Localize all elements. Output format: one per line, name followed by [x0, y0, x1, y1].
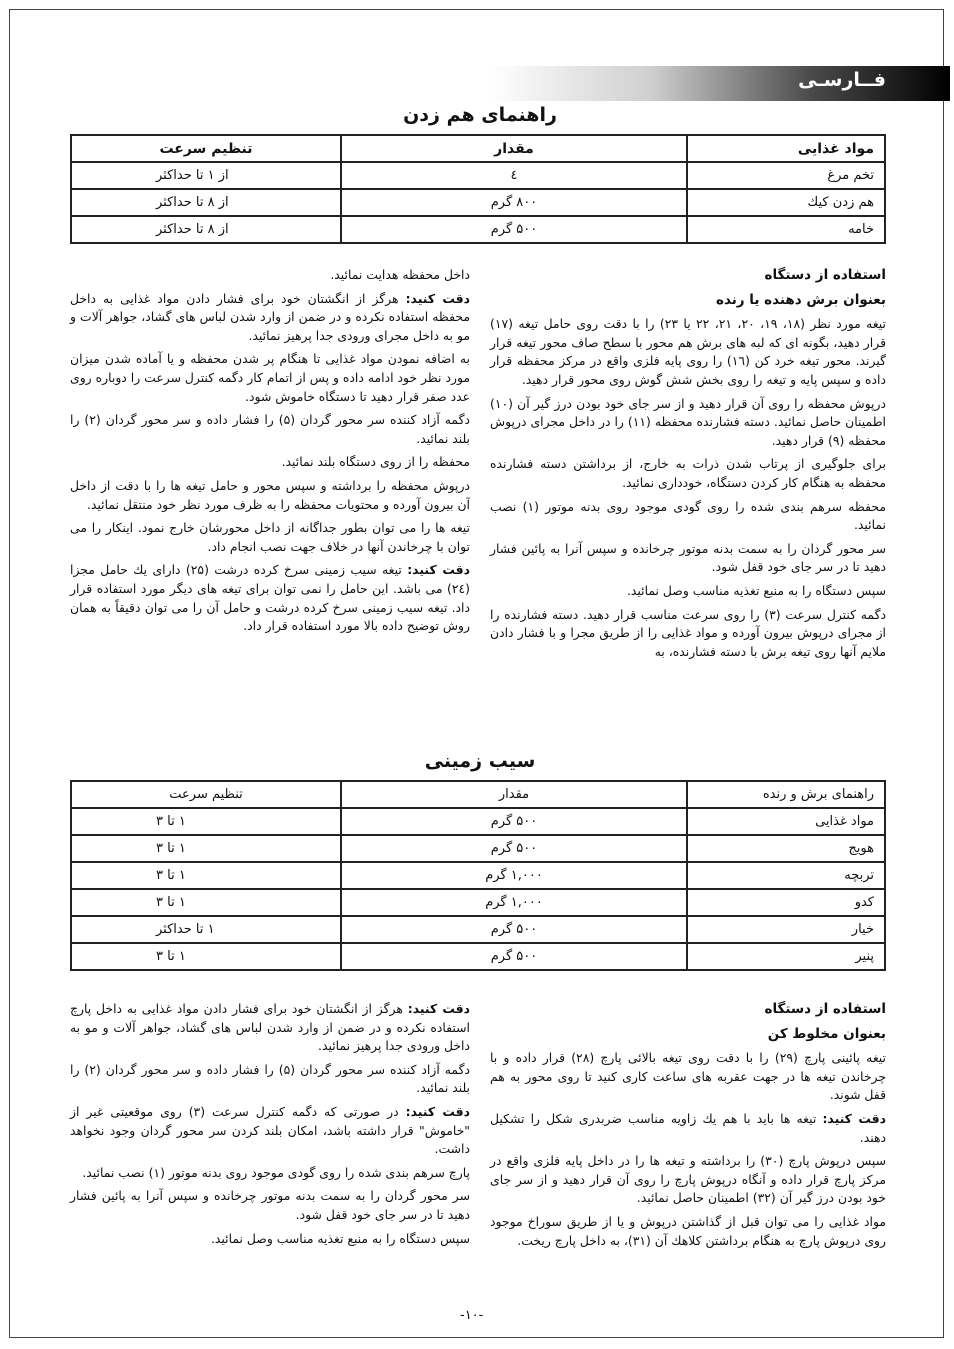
column-header: مواد غذایی	[687, 135, 885, 162]
table-cell: پنیر	[687, 943, 885, 970]
section2-left-column	[70, 1000, 470, 1253]
table-cell: كدو	[687, 889, 885, 916]
mixing-guide-table	[70, 134, 886, 244]
column-header: مقدار	[341, 135, 687, 162]
section2-right-column	[490, 1000, 886, 1255]
table-cell: ١ تا ٣	[71, 889, 341, 916]
paragraph: سپس درپوش پارچ (۳۰) را برداشته و تیغه ها را در داخل پایه فلزی واقع در مركز پارچ قرار داده و آنگاه درپوش پارچ را روی آن قرار دهید و از سر جای خود بودن درز گیر آن (۳۲) اطمینان حاصل نمائید.	[490, 1153, 886, 1206]
column-header: مقدار	[341, 781, 687, 808]
section1-right-column	[490, 266, 886, 666]
caution-paragraph	[70, 1000, 470, 1056]
caution-label: دقت كنید:	[405, 1103, 470, 1119]
table-cell: خامه	[687, 216, 885, 243]
caution-label: دقت كنید:	[407, 562, 471, 578]
paragraph: دگمه آزاد كننده سر محور گردان (۵) را فشار داده و سر محور گردان (۲) را بلند نمائید.	[70, 412, 470, 446]
table1-title: راهنمای هم زدن	[403, 104, 557, 126]
table-row	[71, 943, 885, 970]
section1-left-column	[70, 266, 470, 641]
section-subheading: بعنوان مخلوط كن	[767, 1025, 886, 1042]
table-cell: خیار	[687, 916, 885, 943]
table-cell: هویج	[687, 835, 885, 862]
paragraph: پارچ سرهم بندی شده را روی گودی موجود روی بدنه موتور (۱) نصب نمائید.	[82, 1164, 470, 1180]
paragraph: محفظه سرهم بندی شده را روی گودی موجود روی بدنه موتور (۱) نصب نمائید.	[490, 498, 886, 533]
table-cell: از ۸ تا حداكثر	[71, 216, 341, 243]
language-header-bar	[490, 66, 950, 101]
page-number: -۱۰-	[460, 1308, 484, 1323]
table-row	[71, 189, 885, 216]
section-heading: استفاده از دستگاه	[764, 267, 886, 283]
caution-paragraph	[70, 290, 470, 346]
caution-paragraph	[70, 561, 470, 635]
caution-text: تیغه ها باید با هم یك زاویه مناسب ضربدری شكل را تشكیل دهند.	[490, 1110, 886, 1145]
table-cell: ۸۰۰ گرم	[341, 189, 687, 216]
column-header: تنظیم سرعت	[71, 135, 341, 162]
table-cell: ١ تا ٣	[71, 862, 341, 889]
paragraph: سر محور گردان را به سمت بدنه موتور چرخانده و سپس آنرا به پائین فشار دهید تا در سر جای خود قفل شود.	[70, 1188, 470, 1222]
table-cell: ۵۰۰ گرم	[341, 916, 687, 943]
section-subheading: بعنوان برش دهنده یا رنده	[715, 291, 886, 308]
paragraph: برای جلوگیری از پرتاب شدن ذرات به خارج، از برداشتن دسته فشارنده محفظه به هنگام كار كردن دستگاه، خودداری نمائید.	[490, 456, 886, 490]
table-cell: از ۸ تا حداكثر	[71, 189, 341, 216]
paragraph: سپس دستگاه را به منبع تغذیه مناسب وصل نمائید.	[626, 582, 886, 598]
column-header: راهنمای برش و رنده	[687, 781, 885, 808]
caution-label: دقت كنید:	[407, 1001, 470, 1016]
table-cell: ١ تا حداكثر	[71, 916, 341, 943]
table-cell: هم زدن كيك	[687, 189, 885, 216]
paragraph: تیغه مورد نظر (۱۸، ۱۹، ۲۰، ۲۱، ۲۲ یا ۲۳) را با دقت روی حامل تیغه (۱۷) قرار دهید، بگونه ای كه لبه های برش هم محور با سطح صاف محور تیغه قرار گیرند. محور تیغه خرد كن (١٦) را روی پایه فلزی واقع در مركز محفظه قرار داده و سپس پایه و تیغه را روی بخش شش گوش روی محور قرار دهید.	[490, 316, 886, 387]
section-heading: استفاده از دستگاه	[764, 1001, 886, 1017]
table-cell: ۵۰۰ گرم	[341, 216, 687, 243]
paragraph: دگمه كنترل سرعت (۳) را روی سرعت مناسب قرار دهید. دسته فشارنده را از مجرای درپوش بیرون آورده و مواد غذایی را از طریق مجرا و با فشار دادن ملایم آنها روی تیغه برش با دسته فشارنده، به	[490, 606, 886, 659]
table-row	[71, 889, 885, 916]
paragraph: سپس دستگاه را به منبع تغذیه مناسب وصل نمائید.	[210, 1230, 470, 1246]
caution-paragraph	[70, 1103, 470, 1159]
table-cell: ٤	[341, 162, 687, 189]
paragraph: درپوش محفظه را روی آن قرار دهید و از سر جای خود بودن درز گیر آن (۱۰) اطمینان حاصل نمائید. دسته فشارنده محفظه (۱۱) را در داخل مجرای درپوش محفظه (۹) قرار دهید.	[490, 395, 887, 448]
caution-label: دقت كنید:	[822, 1110, 886, 1126]
table-row	[71, 835, 885, 862]
caution-text: هرگز از انگشتان خود برای فشار دادن مواد غذایی به داخل پارچ استفاده نكرده و در ضمن از وارد شدن لباس های گشاد، جواهر آلات و مو به داخل ورودی جدا پرهیز نمائید.	[70, 1001, 470, 1054]
table-cell: ١ تا ٣	[71, 808, 341, 835]
paragraph: به اضافه نمودن مواد غذایی تا هنگام پر شدن محفظه و یا آماده شدن میزان مورد نظر خود ادامه داده و پس از اتمام كار دگمه كنترل سرعت را دوباره روی عدد صفر قرار دهید تا دستگاه خاموش شود.	[70, 351, 470, 404]
table-cell: مواد غذایی	[687, 808, 885, 835]
caution-text: هرگز از انگشتان خود برای فشار دادن مواد غذایی به داخل محفظه استفاده نكرده و در ضمن از وارد شدن لباس های گشاد، جواهر آلات و مو به داخل مجرای ورودی جدا پرهیز نمائید.	[70, 290, 470, 343]
table-cell: از ١ تا حداكثر	[71, 162, 341, 189]
table-row	[71, 862, 885, 889]
caution-text: تیغه سیب زمینی سرخ كرده درشت (۲۵) دارای یك حامل مجزا (۲٤) می باشد. این حامل را نمی توان برای تیغه های دیگر مورد استفاده قرار داد. تیغه سیب زمینی سرخ كرده درشت و حامل آن را می توان دقیقاً به همان روش توضیح داده بالا مورد استفاده قرار داد.	[70, 562, 470, 634]
paragraph: درپوش محفظه را برداشته و سپس محور و حامل تیغه ها را با دقت از داخل آن بیرون آورده و محتویات محفظه را به ظرف مورد نظر خود منتقل نمائید.	[70, 477, 470, 512]
caution-text: در صورتی كه دگمه كنترل سرعت (۳) روی موقعیتی غیر از "خاموش" قرار داشته باشد، امكان بلند كردن سر محور گردان وجود نخواهد داشت.	[70, 1103, 470, 1157]
paragraph: دگمه آزاد كننده سر محور گردان (۵) را فشار داده و سر محور گردان (۲) را بلند نمائید.	[70, 1061, 470, 1096]
paragraph: تیغه پائینی پارچ (۲۹) را با دقت روی تیغه بالائی پارچ (۲۸) قرار داده و با چرخاندن تیغه ها در جهت عقربه های ساعت كاری كنید تا روی محور به هم قفل شوند.	[490, 1050, 886, 1103]
table-cell: ١ تا ٣	[71, 835, 341, 862]
table-cell: ۵۰۰ گرم	[341, 943, 687, 970]
table-cell: ۵۰۰ گرم	[341, 835, 687, 862]
table-header-row	[71, 781, 885, 808]
table-cell: تربچه	[687, 862, 885, 889]
paragraph: تیغه ها را می توان بطور جداگانه از داخل محورشان خارج نمود. اینكار را می توان با چرخاندن آنها در خلاف جهت نصب انجام داد.	[70, 520, 470, 554]
table-row	[71, 216, 885, 243]
table-row	[71, 808, 885, 835]
caution-label: دقت كنید:	[405, 290, 470, 306]
caution-paragraph	[490, 1110, 886, 1147]
table-cell: ۱,۰۰۰ گرم	[341, 889, 687, 916]
slicing-guide-table	[70, 780, 886, 971]
paragraph: محفظه را از روی دستگاه بلند نمائید.	[281, 454, 470, 470]
table-cell: ١ تا ٣	[71, 943, 341, 970]
table-row	[71, 916, 885, 943]
language-label: فــارسـى	[798, 69, 886, 91]
paragraph: داخل محفظه هدایت نمائید.	[330, 267, 470, 282]
table-cell: تخم مرغ	[687, 162, 885, 189]
column-header: تنظیم سرعت	[71, 781, 341, 808]
table-cell: ۵۰۰ گرم	[341, 808, 687, 835]
paragraph: سر محور گردان را به سمت بدنه موتور چرخانده و سپس آنرا به پائین فشار دهید تا در سر جای خود قفل شود.	[490, 540, 886, 575]
table-row	[71, 162, 885, 189]
paragraph: مواد غذایی را می توان قبل از گذاشتن درپوش و یا از طریق سوراخ موجود روی درپوش پارچ به هنگام برداشتن كلاهك آن (۳۱)، به داخل پارچ ریخت.	[490, 1213, 886, 1248]
table-header-row	[71, 135, 885, 162]
table2-title: سیب زمینی	[424, 750, 536, 772]
table-cell: ۱,۰۰۰ گرم	[341, 862, 687, 889]
